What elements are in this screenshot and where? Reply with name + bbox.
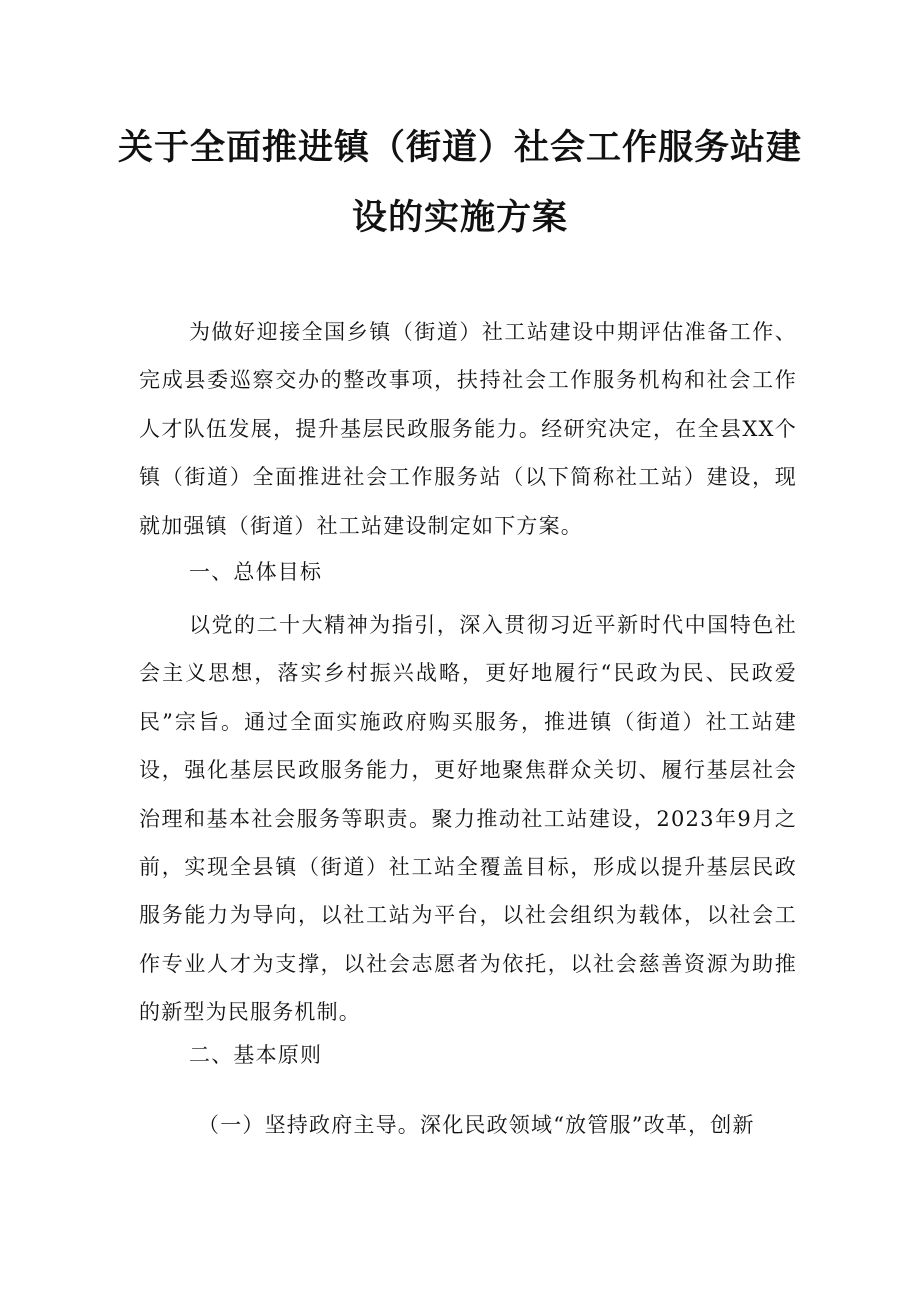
section-heading-basic-principles: 二、基本原则: [189, 1043, 323, 1067]
subsection-government-led: （一）坚持政府主导。深化民政领域“放管服”改革，创新: [198, 1113, 755, 1137]
document-title-line-1: 关于全面推进镇（街道）社会工作服务站建: [117, 128, 802, 168]
section-heading-overall-goal: 一、总体目标: [189, 560, 323, 584]
overall-goal-paragraph: 以党的二十大精神为指引，深入贯彻习近平新时代中国特色社会主义思想，落实乡村振兴战略，更好地履行“民政为民、民政爱民”宗旨。通过全面实施政府购买服务，推进镇（街道）社工站建设，强化基层民政服务能力，更好地聚焦群众关切、履行基层社会治理和基本社会服务等职责。聚力推动社工站建设，2023年9月之前，实现全县镇（街道）社工站全覆盖目标，形成以提升基层民政服务能力为导向，以社工站为平台，以社会组织为载体，以社会工作专业人才为支撑，以社会志愿者为依托，以社会慈善资源为助推的新型为民服务机制。: [139, 613, 797, 1025]
intro-paragraph: 为做好迎接全国乡镇（街道）社工站建设中期评估准备工作、完成县委巡察交办的整改事项，扶持社会工作服务机构和社会工作人才队伍发展，提升基层民政服务能力。经研究决定，在全县XX个镇（街道）全面推进社会工作服务站（以下简称社工站）建设，现就加强镇（街道）社工站建设制定如下方案。: [139, 320, 797, 538]
document-title-line-2: 设的实施方案: [351, 198, 568, 238]
